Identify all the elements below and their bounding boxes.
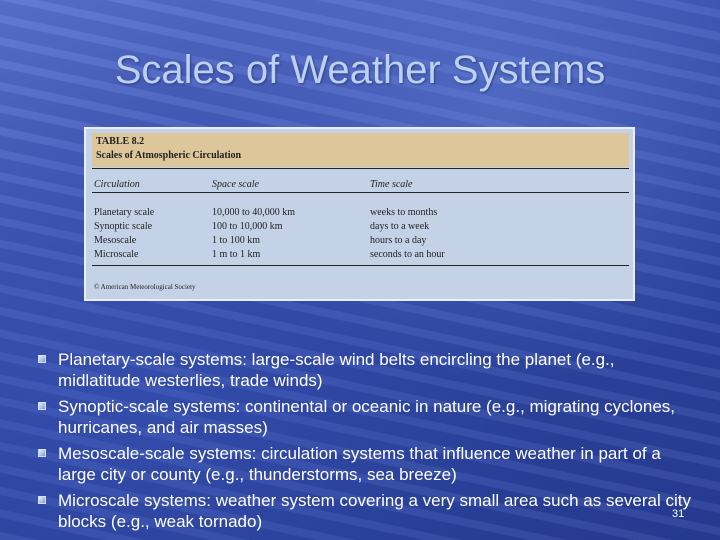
table-caption: Scales of Atmospheric Circulation	[96, 150, 242, 161]
table-cell: hours to a day	[370, 235, 427, 246]
bullet-text: Planetary-scale systems: large-scale wind belts encircling the planet (e.g., midlatitude westerlies, trade winds)	[58, 350, 615, 390]
table-credit: © American Meteorological Society	[94, 283, 196, 291]
square-bullet-icon	[38, 402, 46, 410]
table-cell: Planetary scale	[94, 207, 155, 218]
table-cell: Synoptic scale	[94, 221, 153, 232]
bullet-list	[38, 349, 698, 537]
table-cell: days to a week	[370, 221, 430, 232]
bullet-item	[38, 490, 698, 532]
table-number: TABLE 8.2	[96, 136, 145, 147]
column-header-time-scale: Time scale	[370, 179, 413, 190]
square-bullet-icon	[38, 355, 46, 363]
page-number: 31	[672, 508, 685, 520]
table-cell: Microscale	[94, 249, 139, 260]
column-header-circulation: Circulation	[94, 179, 140, 190]
bullet-text: Microscale systems: weather system covering a very small area such as several city blocks (e.g., weak tornado)	[58, 491, 691, 531]
scales-table-image	[84, 127, 635, 301]
slide-title: Scales of Weather Systems	[114, 48, 606, 92]
table-rule-header	[92, 192, 629, 193]
table-header-band	[92, 133, 629, 167]
bullet-item	[38, 396, 698, 438]
bullet-text: Synoptic-scale systems: continental or oceanic in nature (e.g., migrating cyclones, hurricanes, and air masses)	[58, 397, 676, 437]
table-cell: 1 m to 1 km	[212, 249, 261, 260]
column-header-space-scale: Space scale	[212, 179, 259, 190]
table-cell: 1 to 100 km	[212, 235, 261, 246]
square-bullet-icon	[38, 449, 46, 457]
table-cell: weeks to months	[370, 207, 438, 218]
bullet-text: Mesoscale-scale systems: circulation systems that influence weather in part of a large city or county (e.g., thunderstorms, sea breeze)	[58, 444, 661, 484]
bullet-item	[38, 349, 698, 391]
table-rule-top	[92, 168, 629, 169]
table-cell: seconds to an hour	[370, 249, 445, 260]
square-bullet-icon	[38, 496, 46, 504]
table-cell: Mesoscale	[94, 235, 137, 246]
bullet-item	[38, 443, 698, 485]
table-cell: 100 to 10,000 km	[212, 221, 283, 232]
table-rule-bottom	[92, 265, 629, 266]
table-cell: 10,000 to 40,000 km	[212, 207, 296, 218]
